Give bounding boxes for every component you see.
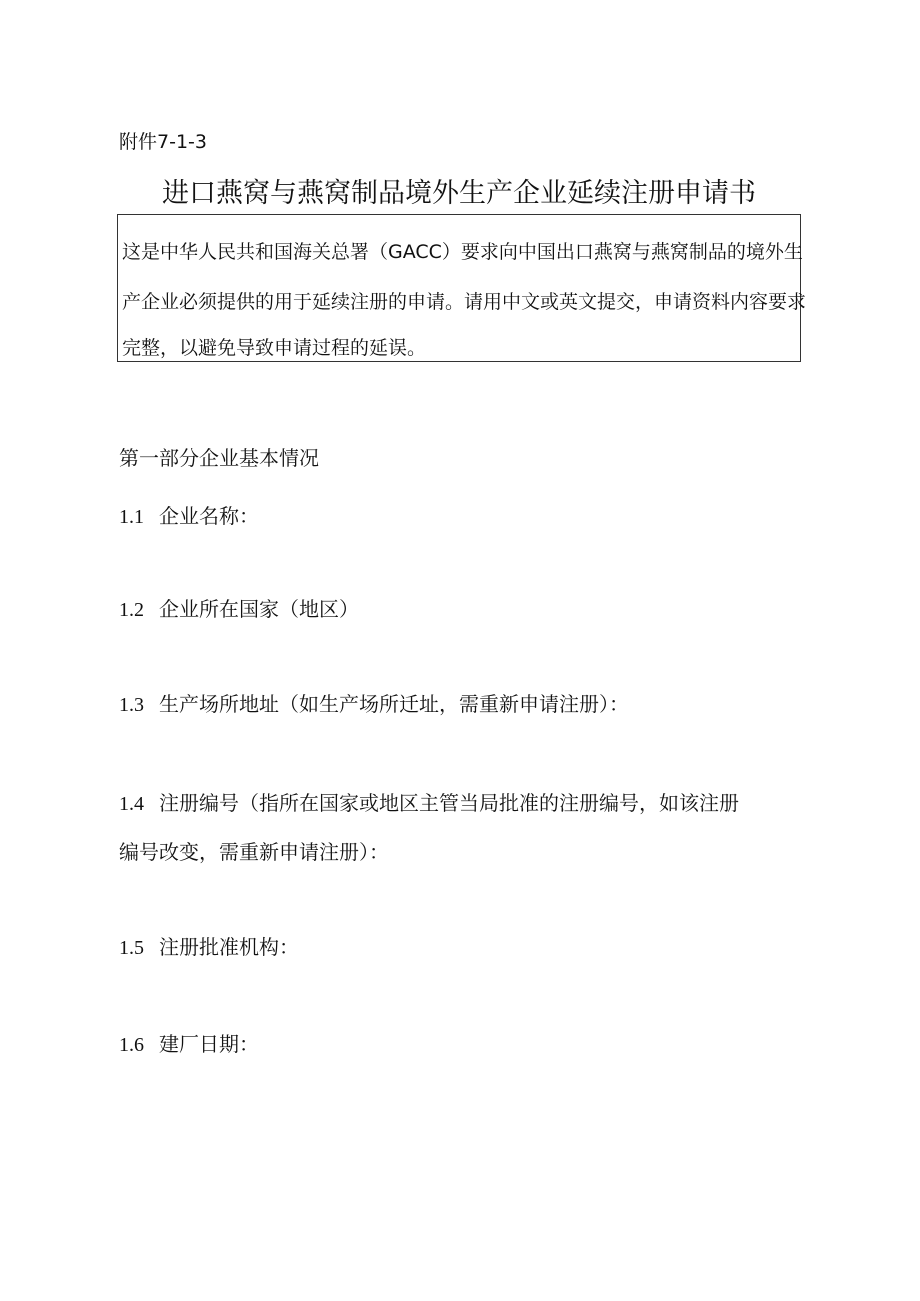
field-label: 企业所在国家（地区） — [159, 597, 359, 621]
field-number: 1.4 — [119, 793, 144, 815]
notice-line-1: 这是中华人民共和国海关总署（GACC）要求向中国出口燕窝与燕窝制品的境外生 — [122, 241, 803, 263]
section-heading: 第一部分企业基本情况 — [119, 446, 319, 470]
notice-box — [117, 214, 807, 362]
field-label: 注册批准机构： — [159, 935, 299, 959]
field-enterprise-name — [119, 501, 259, 532]
attachment-label: 附件7-1-3 — [119, 131, 207, 153]
field-approval-authority — [119, 932, 299, 963]
field-country-region — [119, 594, 359, 625]
notice-line-3: 完整，以避免导致申请过程的延误。 — [122, 337, 427, 359]
field-number: 1.5 — [119, 937, 144, 959]
field-label: 建厂日期： — [159, 1032, 259, 1056]
field-number: 1.1 — [119, 506, 144, 528]
field-label: 企业名称： — [159, 504, 259, 528]
field-number: 1.2 — [119, 599, 144, 621]
field-label: 生产场所地址（如生产场所迁址，需重新申请注册）： — [159, 692, 629, 716]
document-title: 进口燕窝与燕窝制品境外生产企业延续注册申请书 — [162, 178, 756, 209]
field-number: 1.6 — [119, 1034, 144, 1056]
notice-line-2: 产企业必须提供的用于延续注册的申请。请用中文或英文提交，申请资料内容要求 — [122, 291, 807, 313]
field-label-continuation: 编号改变，需重新申请注册）： — [119, 840, 389, 864]
field-label: 注册编号（指所在国家或地区主管当局批准的注册编号，如该注册 — [159, 791, 739, 815]
field-establishment-date — [119, 1029, 259, 1060]
field-number: 1.3 — [119, 694, 144, 716]
field-registration-number — [119, 788, 739, 864]
field-production-address — [119, 689, 629, 720]
